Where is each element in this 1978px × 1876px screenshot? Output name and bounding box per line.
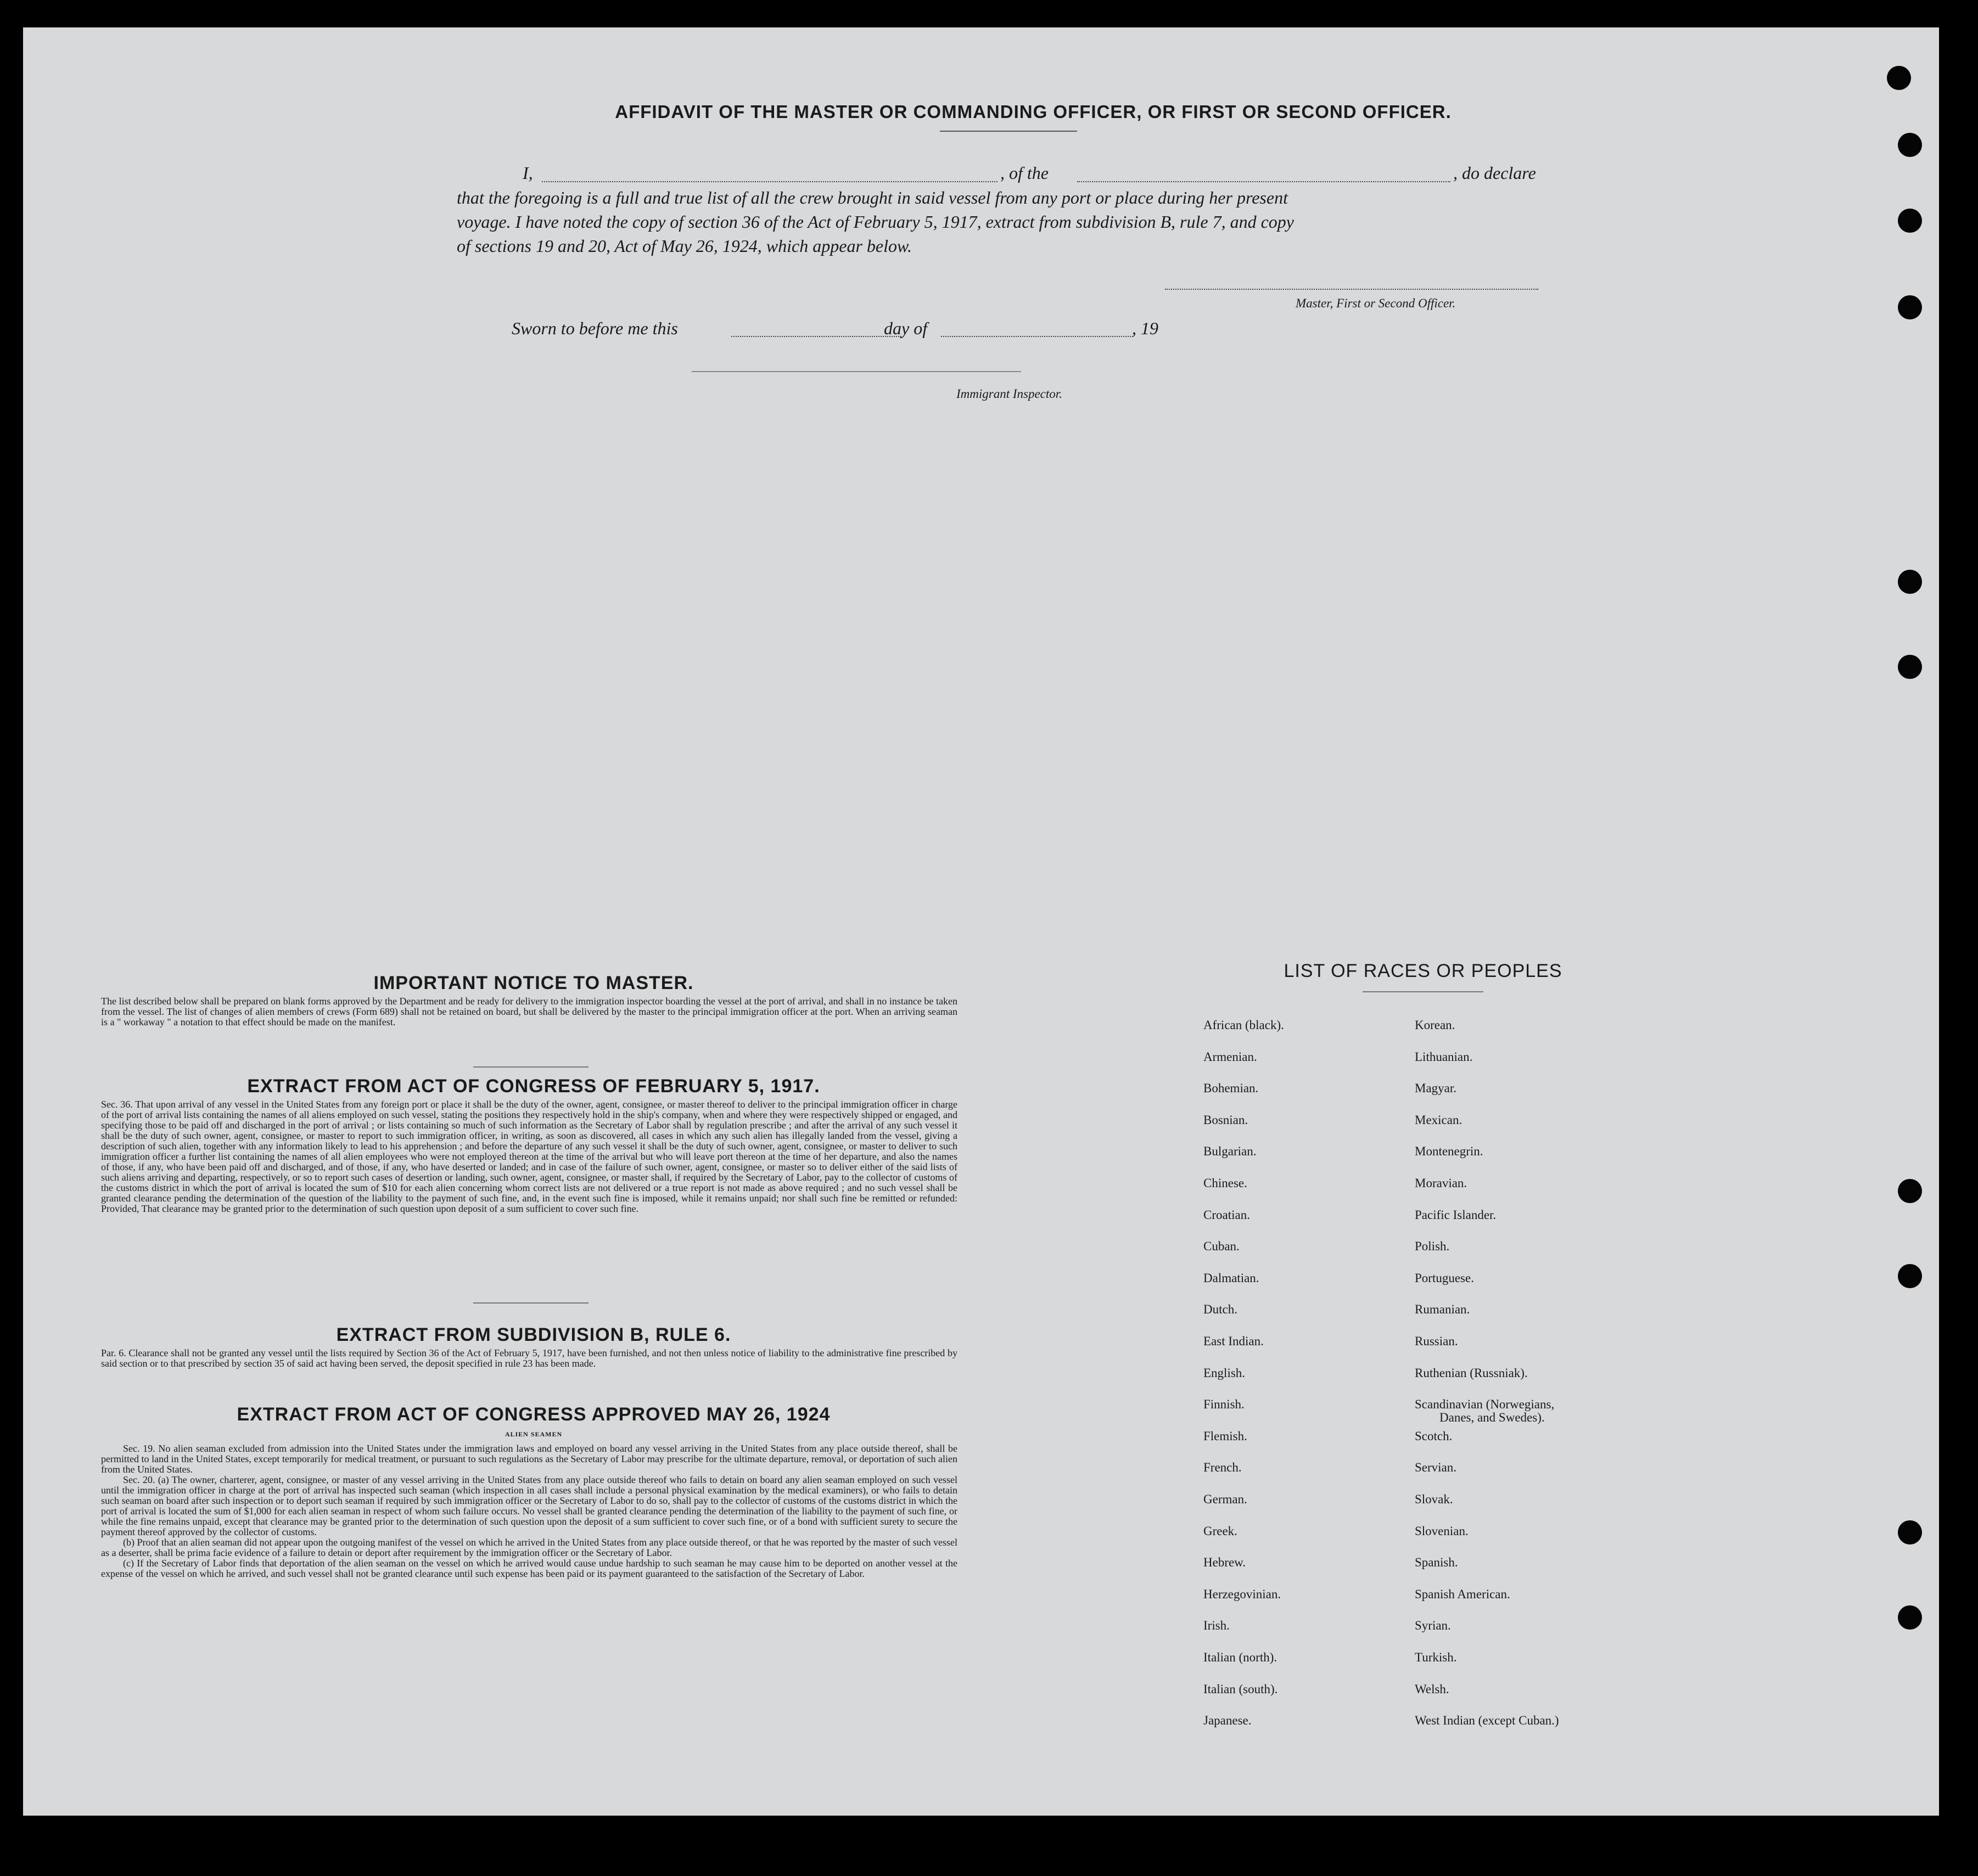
inspector-caption: Immigrant Inspector. <box>956 387 1062 401</box>
race-item: Moravian. <box>1415 1176 1467 1190</box>
race-item: Welsh. <box>1415 1682 1449 1696</box>
punch-hole <box>1898 1605 1922 1630</box>
master-caption: Master, First or Second Officer. <box>1296 296 1456 310</box>
year-label: , 19 <box>1132 318 1158 338</box>
punch-hole <box>1898 1264 1922 1288</box>
punch-hole <box>1887 66 1911 90</box>
punch-hole <box>1898 209 1922 233</box>
affidavit-line1-of-the: , of the <box>1000 163 1049 183</box>
race-item: Servian. <box>1415 1461 1457 1475</box>
day-of-label: day of <box>884 318 928 338</box>
sec19-text: Sec. 19. No alien seaman excluded from admission into the United States under the immigration laws and employed on board any vessel arriving in the United States from any place outside thereof, shall be permitted to land in the United States, except temporarily for medical treatment, or pursuant to such regulations as the Secretary of Labor may prescribe for the ultimate departure, removal, or deportation of such alien from the United States. <box>101 1443 957 1475</box>
race-item: Flemish. <box>1203 1429 1247 1443</box>
race-item: Cuban. <box>1203 1239 1240 1254</box>
race-item: Italian (south). <box>1203 1682 1278 1696</box>
master-signature-field[interactable] <box>1165 289 1538 290</box>
race-item: Turkish. <box>1415 1650 1457 1664</box>
divider <box>940 131 1077 132</box>
punch-hole <box>1898 1179 1922 1203</box>
sec20b-text: (b) Proof that an alien seaman did not appear upon the outgoing manifest of the vessel on which he arrived in the United States from any place outside thereof, or that he was reported by the master of such vessel as a deserter, shall be prima facie evidence of a failure to detain or deport after requirement by the immigration officer or the Secretary of Labor. <box>101 1537 957 1558</box>
punch-hole <box>1898 133 1922 157</box>
inspector-signature-line <box>692 371 1021 372</box>
races-title: LIST OF RACES OR PEOPLES <box>1284 961 1562 981</box>
divider <box>473 1302 589 1304</box>
race-item: Pacific Islander. <box>1415 1207 1497 1222</box>
alien-seamen-subtitle: ALIEN SEAMEN <box>505 1430 563 1438</box>
race-item: Mexican. <box>1415 1113 1463 1127</box>
race-item: Bohemian. <box>1203 1081 1259 1096</box>
race-item: East Indian. <box>1203 1334 1264 1348</box>
race-item: African (black). <box>1203 1018 1284 1032</box>
race-item: Scotch. <box>1415 1429 1453 1443</box>
race-item: French. <box>1203 1461 1242 1475</box>
race-item: Herzegovinian. <box>1203 1587 1281 1601</box>
punch-hole <box>1898 295 1922 319</box>
race-item: Slovenian. <box>1415 1524 1469 1538</box>
race-item: Spanish. <box>1415 1555 1458 1570</box>
race-item: Croatian. <box>1203 1207 1250 1222</box>
race-item: Spanish American. <box>1415 1587 1510 1601</box>
affidavit-line2: that the foregoing is a full and true list of all the crew brought in said vessel from any port or place during her present <box>457 188 1288 207</box>
race-item: Montenegrin. <box>1415 1144 1483 1159</box>
race-item: West Indian (except Cuban.) <box>1415 1714 1559 1728</box>
punch-hole <box>1898 1520 1922 1544</box>
race-item: Dalmatian. <box>1203 1271 1259 1285</box>
race-item: Slovak. <box>1415 1492 1453 1506</box>
race-item: Scandinavian (Norwegians, <box>1415 1397 1555 1412</box>
affidavit-line1-declare: , do declare <box>1453 163 1536 183</box>
race-item: Greek. <box>1203 1524 1237 1538</box>
race-item: Lithuanian. <box>1415 1049 1473 1064</box>
extract-1924-title: EXTRACT FROM ACT OF CONGRESS APPROVED MAY 26, 1924 <box>237 1404 831 1425</box>
race-item: Japanese. <box>1203 1714 1252 1728</box>
sworn-day-field[interactable] <box>731 336 901 337</box>
race-item: Bulgarian. <box>1203 1144 1257 1159</box>
extract-1917-title: EXTRACT FROM ACT OF CONGRESS OF FEBRUARY 5, 1917. <box>247 1076 820 1097</box>
race-item: Korean. <box>1415 1018 1455 1032</box>
race-item: Ruthenian (Russniak). <box>1415 1366 1528 1380</box>
document-page <box>23 27 1939 1816</box>
race-item: Chinese. <box>1203 1176 1247 1190</box>
race-item: English. <box>1203 1366 1246 1380</box>
sworn-label: Sworn to before me this <box>512 318 678 338</box>
rule6-text: Par. 6. Clearance shall not be granted any vessel until the lists required by Section 36 of the Act of February 5, 1917, have been furnished, and not then unless notice of liability to the administrative fine prescribed by said section or to that prescribed by section 35 of said act having been served, the deposit specified in rule 23 has been made. <box>101 1347 957 1369</box>
race-item: Magyar. <box>1415 1081 1457 1096</box>
race-item: Portuguese. <box>1415 1271 1474 1285</box>
race-item: Italian (north). <box>1203 1650 1277 1664</box>
vessel-blank-field[interactable] <box>1077 181 1450 182</box>
punch-hole <box>1898 570 1922 594</box>
divider <box>473 1066 589 1068</box>
extract-1924-body <box>101 1443 957 1579</box>
extract-1917-text: Sec. 36. That upon arrival of any vessel in the United States from any foreign port or place it shall be the duty of the owner, agent, consignee, or master thereof to deliver to the principal immigration officer in charge of the port of arrival lists containing the names of all aliens employed on such vessel, stating the positions they respectively hold in the ship's company, when and where they were respectively shipped or engaged, and specifying those to be paid off and discharged in the port of arrival ; or lists containing so much of such information as the Secretary of Labor shall by regulation prescribe ; and after the arrival of any such vessel it shall be the duty of such owner, agent, consignee, or master to report to such immigration officer, in writing, as soon as discovered, all cases in which any such alien has illegally landed from the vessel, giving a description of such alien, together with any information likely to lead to his apprehension ; and before the departure of any such vessel it shall be the duty of such owner, agent, consignee, or master to deliver to such immigration officer a further list containing the names of all alien employees who were not employed thereon at the time of the arrival but who will leave port thereon at the time of her departure, and also the names of those, if any, who have been paid off and discharged, and of those, if any, who have deserted or landed; and in case of the failure of such owner, agent, consignee, or master so to deliver either of the said lists of such aliens arriving and departing, respectively, or so to report such cases of desertion or landing, such owner, agent, consignee, or master shall, if required by the Secretary of Labor, pay to the collector of customs of the customs district in which the port of arrival is located the sum of $10 for each alien concerning whom correct lists are not delivered or a true report is not made as above required ; and no such vessel shall be granted clearance pending the determination of the question of the liability to the payment of such fine, and, in the event such fine is imposed, while it remains unpaid; nor shall such fine be remitted or refunded: Provided, That clearance may be granted prior to the determination of such question upon deposit of a sum sufficient to cover such fine. <box>101 1099 957 1214</box>
race-item: Irish. <box>1203 1619 1230 1633</box>
name-blank-field[interactable] <box>542 181 998 182</box>
notice-title: IMPORTANT NOTICE TO MASTER. <box>373 973 694 993</box>
race-item-continuation: Danes, and Swedes). <box>1439 1411 1545 1425</box>
race-item: Rumanian. <box>1415 1302 1470 1317</box>
divider <box>1363 991 1483 992</box>
race-item: Syrian. <box>1415 1619 1451 1633</box>
sworn-month-field[interactable] <box>941 336 1133 337</box>
race-item: Russian. <box>1415 1334 1458 1348</box>
sec20a-text: Sec. 20. (a) The owner, charterer, agent, consignee, or master of any vessel arriving in the United States from any place outside thereof who fails to detain on board any alien seaman employed on such vessel until the immigration officer in charge at the port of arrival has inspected such seaman (which inspection in all cases shall include a personal physical examination by the medical examiners), or who fails to detain such seaman on board after such inspection or to deport such seaman if required by such immigration officer or the Secretary of Labor to do so, shall pay to the collector of customs of the customs district in which the port of arrival is located the sum of $1,000 for each alien seaman in respect of whom such failure occurs. No vessel shall be granted clearance pending the determination of the liability to the payment of such fine, or while the fine remains unpaid, except that clearance may be granted prior to the determination of such question upon the deposit of a sum sufficient to cover such fine, or of a bond with sufficient surety to secure the payment thereof approved by the collector of customs. <box>101 1474 957 1537</box>
race-item: Armenian. <box>1203 1049 1257 1064</box>
race-item: Hebrew. <box>1203 1555 1246 1570</box>
notice-text: The list described below shall be prepared on blank forms approved by the Department and be ready for delivery to the immigration inspector boarding the vessel at the port of arrival, and shall in no instance be taken from the vessel. The list of changes of alien members of crews (Form 689) shall not be retained on board, but shall be delivered by the master to the principal immigration officer at the port. When an arriving seaman is a " workaway " a notation to that effect should be made on the manifest. <box>101 996 957 1027</box>
race-item: Polish. <box>1415 1239 1450 1254</box>
affidavit-line4: of sections 19 and 20, Act of May 26, 1924, which appear below. <box>457 236 912 256</box>
race-item: Bosnian. <box>1203 1113 1248 1127</box>
affidavit-line1-i: I, <box>523 163 533 183</box>
affidavit-title: AFFIDAVIT OF THE MASTER OR COMMANDING OFFICER, OR FIRST OR SECOND OFFICER. <box>615 102 1452 122</box>
sec20c-text: (c) If the Secretary of Labor finds that deportation of the alien seaman on the vessel on which he arrived would cause undue hardship to such seaman he may cause him to be deported on another vessel at the expense of the vessel on which he arrived, and such vessel shall not be granted clearance until such expense has been paid or its payment guaranteed to the satisfaction of the Secretary of Labor. <box>101 1558 957 1579</box>
rule6-title: EXTRACT FROM SUBDIVISION B, RULE 6. <box>336 1324 731 1345</box>
punch-hole <box>1898 655 1922 679</box>
race-item: German. <box>1203 1492 1247 1506</box>
race-item: Dutch. <box>1203 1302 1237 1317</box>
affidavit-line3: voyage. I have noted the copy of section 36 of the Act of February 5, 1917, extract from subdivision B, rule 7, and copy <box>457 212 1294 232</box>
race-item: Finnish. <box>1203 1397 1245 1412</box>
